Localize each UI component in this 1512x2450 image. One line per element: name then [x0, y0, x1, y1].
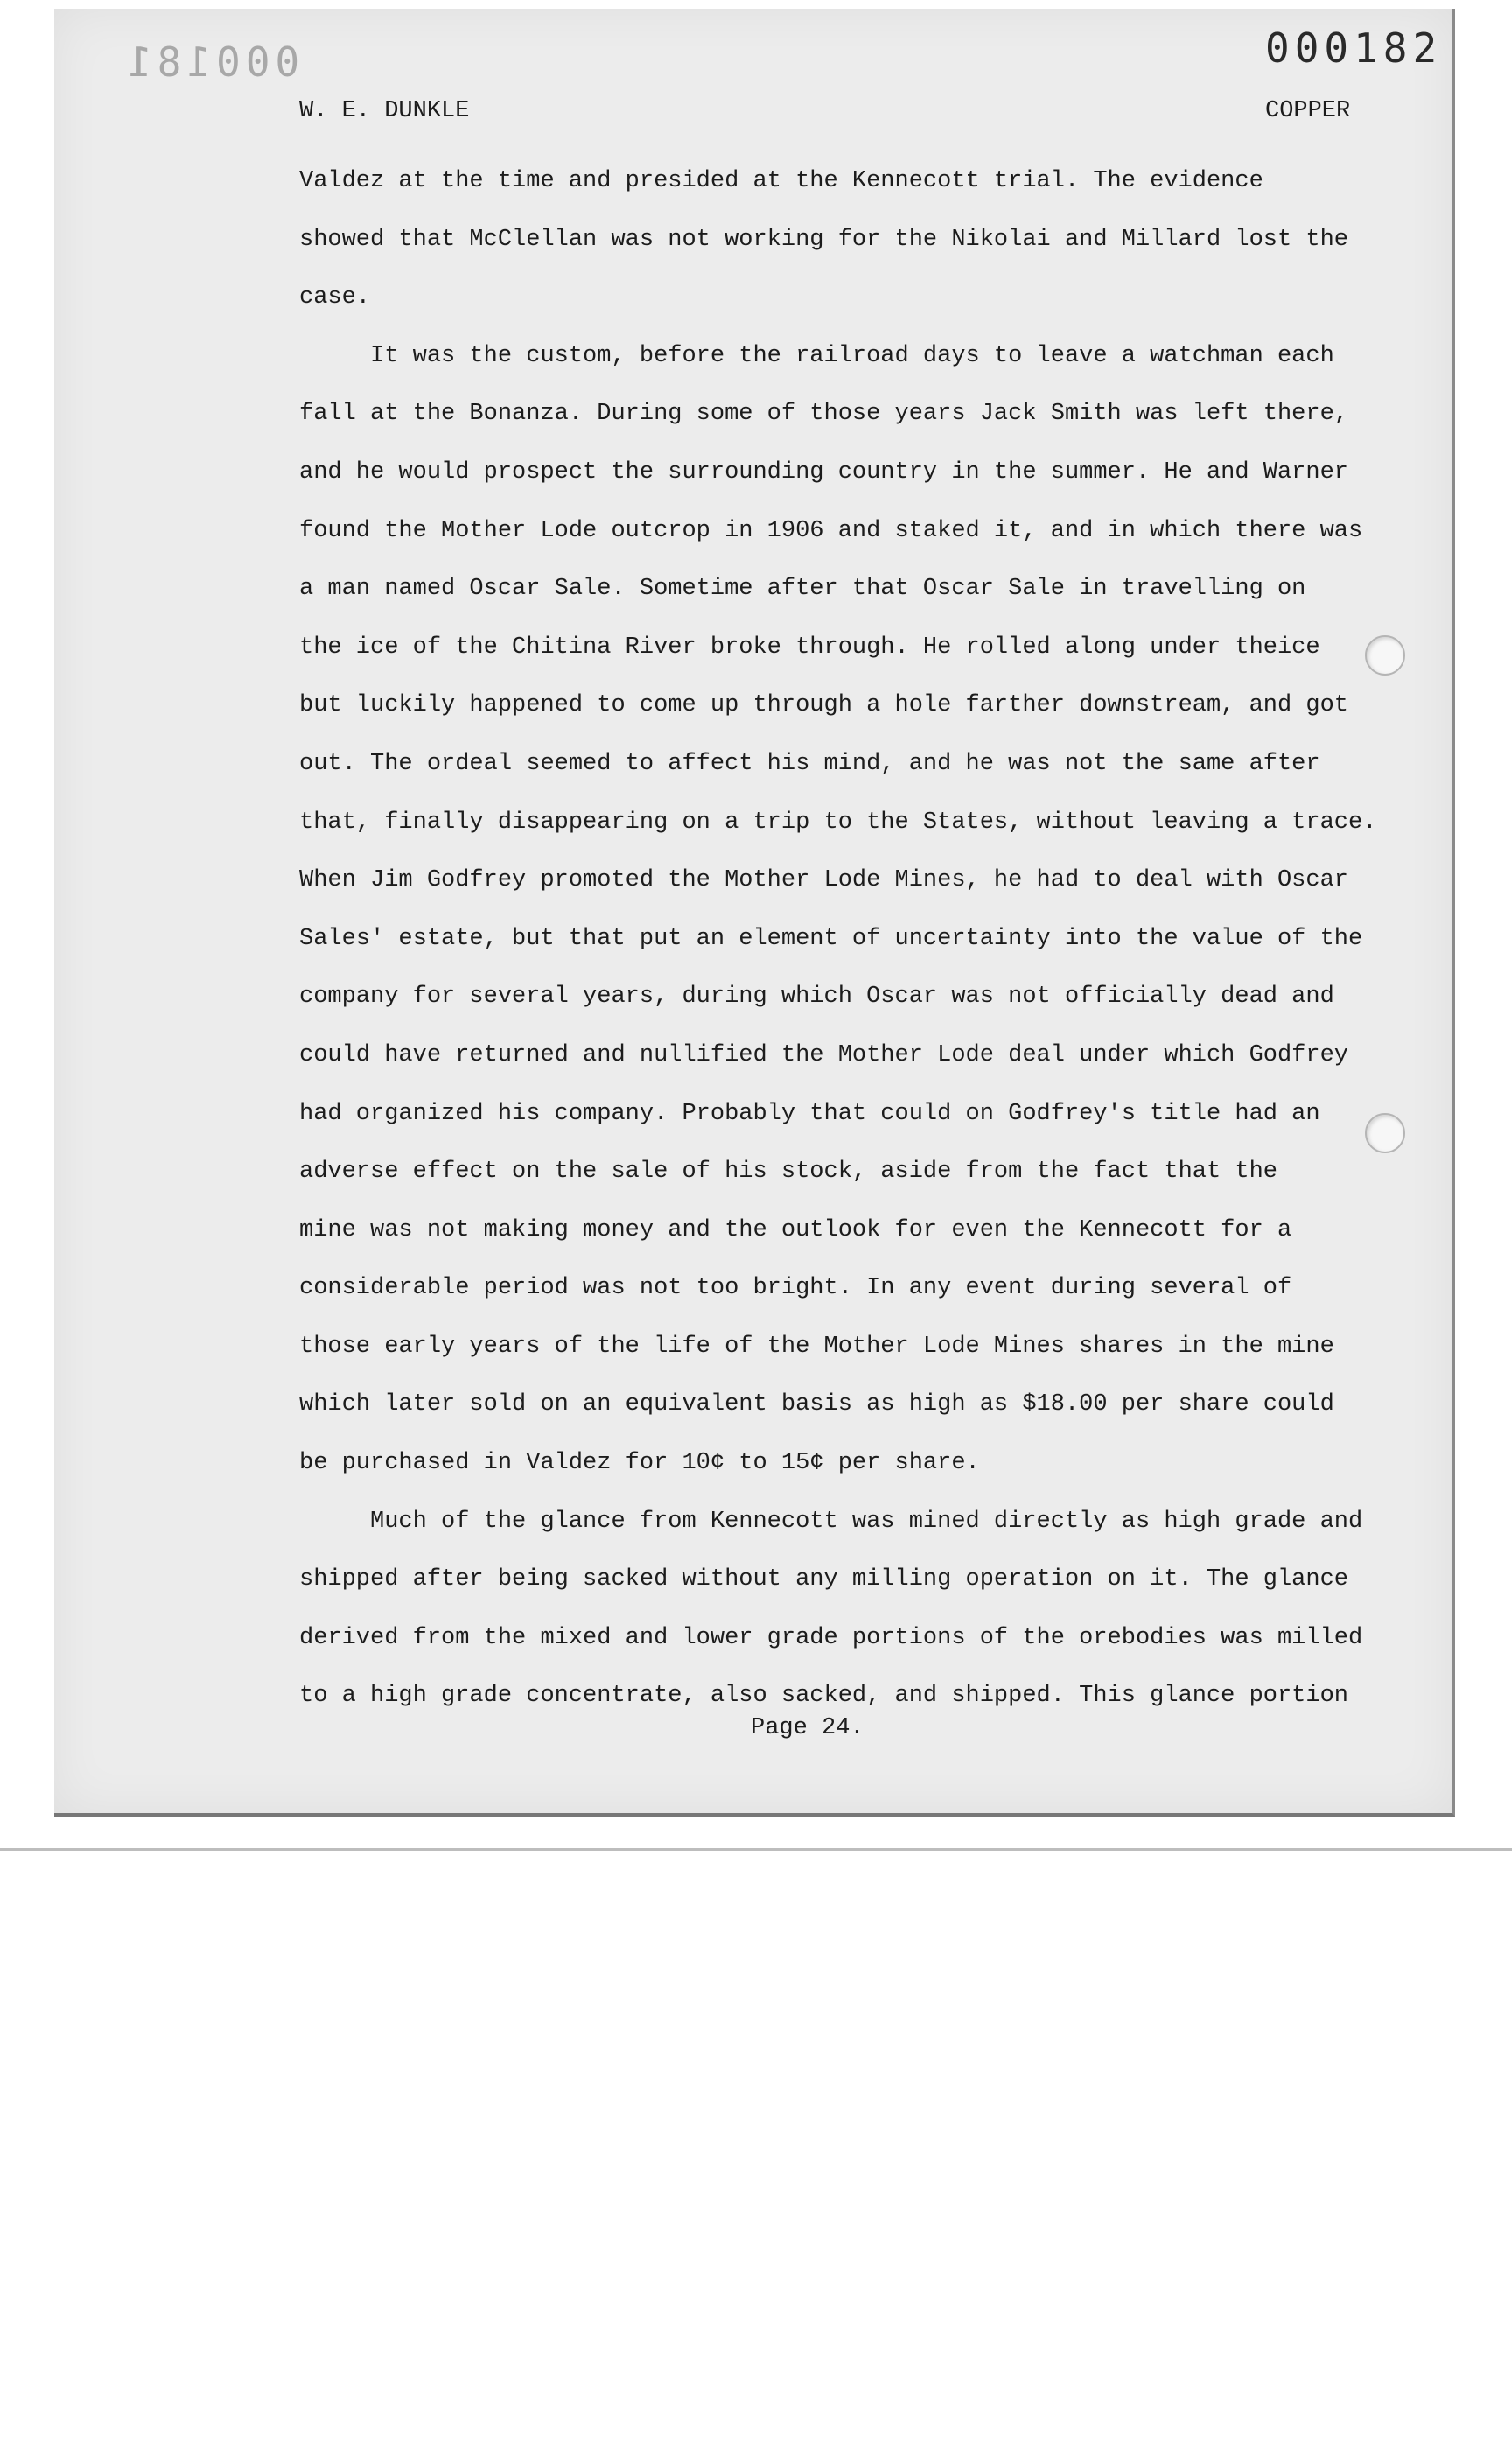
body-line: had organized his company. Probably that could on Godfrey's title had an	[299, 1100, 1320, 1127]
body-line: When Jim Godfrey promoted the Mother Lode Mines, he had to deal with Oscar	[299, 867, 1348, 894]
body-line: be purchased in Valdez for 10¢ to 15¢ per share.	[299, 1450, 980, 1477]
body-line: derived from the mixed and lower grade portions of the orebodies was milled	[299, 1624, 1363, 1651]
body-line: showed that McClellan was not working for the Nikolai and Millard lost the	[299, 226, 1348, 253]
punch-hole	[1365, 635, 1405, 676]
body-line: the ice of the Chitina River broke through. He rolled along under theice	[299, 634, 1320, 661]
body-line: found the Mother Lode outcrop in 1906 and staked it, and in which there was	[299, 517, 1363, 544]
body-line: could have returned and nullified the Mother Lode deal under which Godfrey	[299, 1041, 1348, 1068]
body-line: Much of the glance from Kennecott was mined directly as high grade and	[299, 1508, 1363, 1535]
body-text	[299, 152, 1404, 1726]
body-line: which later sold on an equivalent basis as high as $18.00 per share could	[299, 1391, 1334, 1418]
body-line: Sales' estate, but that put an element of uncertainty into the value of the	[299, 925, 1363, 952]
body-line: considerable period was not too bright. In any event during several of	[299, 1275, 1292, 1302]
body-line: mine was not making money and the outlook for even the Kennecott for a	[299, 1216, 1292, 1243]
body-line: to a high grade concentrate, also sacked, and shipped. This glance portion	[299, 1683, 1348, 1710]
bleedthrough-stamp-number: 000181	[122, 38, 300, 86]
body-line: case.	[299, 284, 371, 312]
body-line: Valdez at the time and presided at the Kennecott trial. The evidence	[299, 168, 1264, 194]
body-line: company for several years, during which Oscar was not officially dead and	[299, 984, 1334, 1011]
body-line: but luckily happened to come up through a hole farther downstream, and got	[299, 692, 1348, 719]
body-line: out. The ordeal seemed to affect his mind, and he was not the same after	[299, 750, 1320, 777]
body-line: and he would prospect the surrounding country in the summer. He and Warner	[299, 458, 1348, 486]
body-line: a man named Oscar Sale. Sometime after that Oscar Sale in travelling on	[299, 576, 1306, 603]
page-number: Page 24.	[751, 1715, 864, 1741]
body-line: that, finally disappearing on a trip to the States, without leaving a trace.	[299, 808, 1377, 836]
scan-edge	[0, 1848, 1512, 1851]
body-line: It was the custom, before the railroad days to leave a watchman each	[299, 342, 1334, 369]
body-line: adverse effect on the sale of his stock, aside from the fact that the	[299, 1158, 1278, 1186]
header-author: W. E. DUNKLE	[299, 98, 470, 124]
body-line: fall at the Bonanza. During some of those years Jack Smith was left there,	[299, 401, 1348, 428]
header-subject: COPPER	[1265, 98, 1351, 124]
punch-hole	[1365, 1113, 1405, 1153]
body-line: those early years of the life of the Mother Lode Mines shares in the mine	[299, 1333, 1334, 1360]
body-line: shipped after being sacked without any milling operation on it. The glance	[299, 1566, 1348, 1593]
stamp-number: 000182	[1265, 24, 1443, 72]
